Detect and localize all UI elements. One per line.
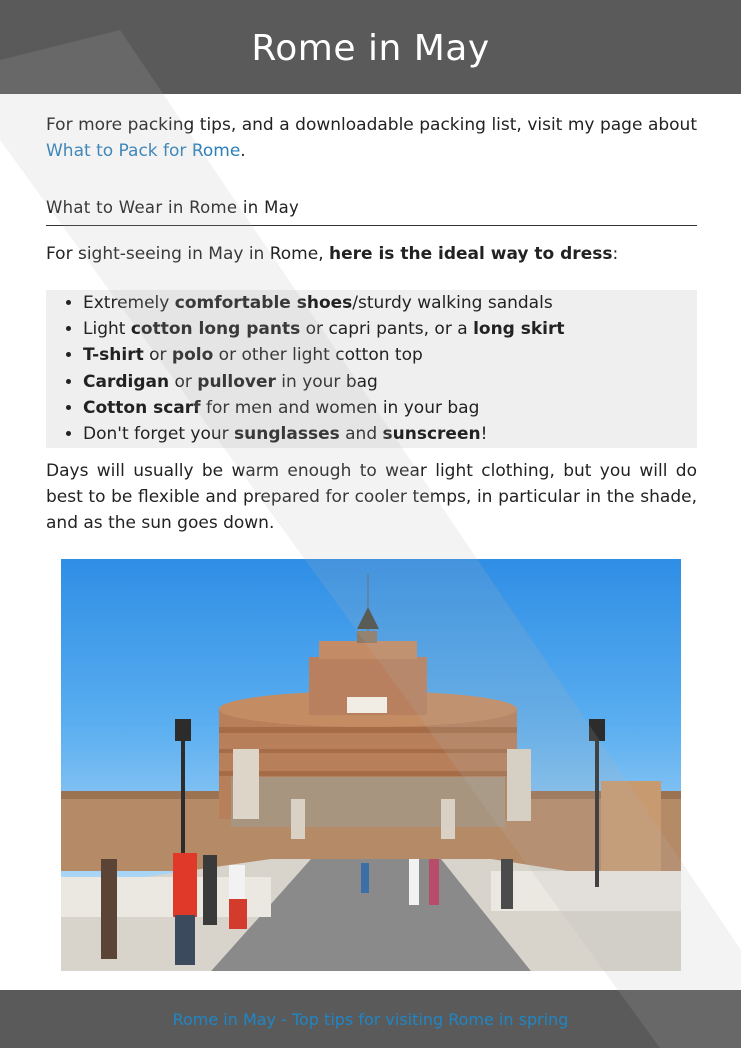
intro-paragraph <box>46 112 697 164</box>
intro-text: For more packing tips, and a downloadable packing list, visit my page about <box>46 115 697 135</box>
list-item: • Don't forget your sunglasses and sunscreen! <box>83 421 697 447</box>
page-footer <box>0 990 741 1048</box>
weather-paragraph: Days will usually be warm enough to wear light clothing, but you will do best to be flexible and prepared for cooler temps, in particular in the shade, and as the sun goes down. <box>46 461 697 533</box>
main-content <box>46 112 697 533</box>
what-to-pack-link[interactable]: What to Pack for Rome <box>46 141 241 161</box>
intro-period: . <box>240 141 246 161</box>
dress-bold: here is the ideal way to dress <box>329 244 613 264</box>
list-item: • Light cotton long pants or capri pants, or a long skirt <box>83 316 697 342</box>
castel-sant-angelo-photo <box>61 559 681 971</box>
footer-link[interactable]: Rome in May - Top tips for visiting Rome in spring <box>172 1010 569 1029</box>
list-item: • Extremely comfortable shoes/sturdy walking sandals <box>83 290 697 316</box>
section-heading: What to Wear in Rome in May <box>46 198 697 226</box>
clothing-list-box <box>46 290 697 448</box>
castle-illustration <box>61 559 681 971</box>
list-item: • Cotton scarf for men and women in your bag <box>83 395 697 421</box>
list-item: • T-shirt or polo or other light cotton top <box>83 342 697 368</box>
page-header <box>0 0 741 94</box>
list-item: • Cardigan or pullover in your bag <box>83 369 697 395</box>
page-title: Rome in May <box>251 28 490 69</box>
clothing-list <box>46 290 697 447</box>
dress-text: For sight-seeing in May in Rome, <box>46 244 330 264</box>
dress-colon: : <box>612 244 619 264</box>
dress-intro <box>46 241 697 267</box>
